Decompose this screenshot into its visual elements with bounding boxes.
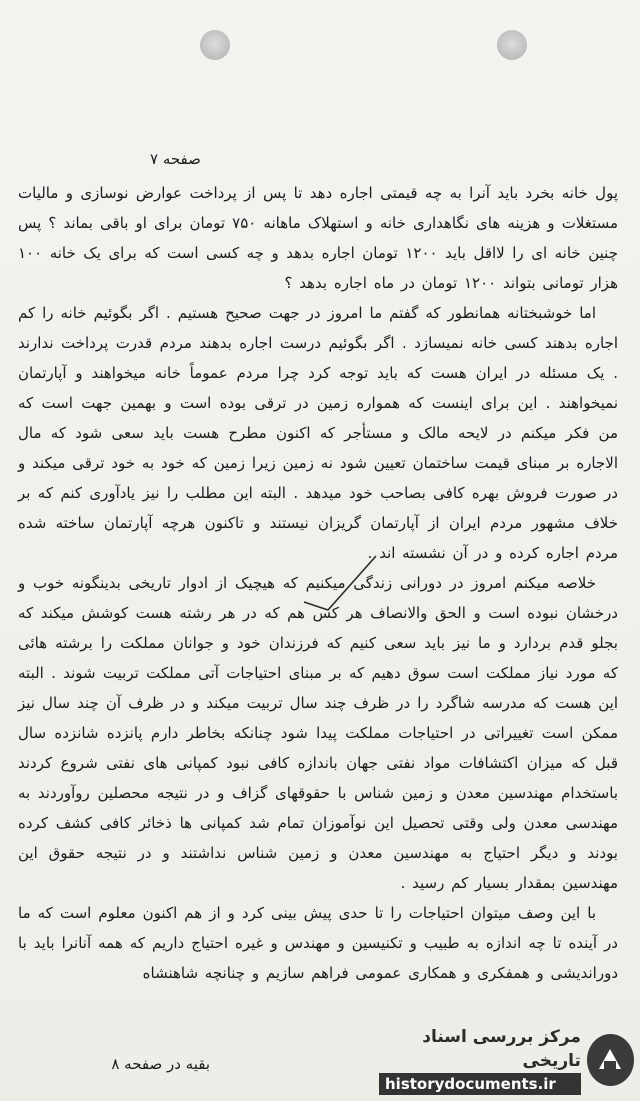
punch-hole-right: [497, 30, 527, 60]
handwritten-check-mark: [300, 552, 380, 612]
paragraph-3: خلاصه میکنم امروز در دورانی زندگی میکنیم که هیچیک از ادوار تاریخی بدینگونه خوب و درخشان نبوده است و الحق والانصاف هر کس هم که در هر رشته هست کوشش میکند که بجلو قدم بردارد و ما نیز باید سعی کنیم که فرزندان خود و جوانان مملکت را برشته هائی که مورد نیاز مملکت است سوق دهیم که بر مبنای احتیاجات آتی مملکت تربیت شوند . البته این هست که مدرسه شاگرد را در ظرف چند سال تربیت میکند و در ظرف آن چند سال نیز ممکن است تغییراتی در احتیاجات مملکت پیدا شود چنانکه بخاطر دارم پانزده شانزده سال قبل که میزان اکتشافات مواد نفتی جهان باندازه کافی نبود کمپانی های نفتی شروع کردند باستخدام مهندسین معدن و زمین شناس با حقوقهای گزاف و در نتیجه محصلین روآوردند به مهندسی معدن ولی وقتی تحصیل این نوآموزان تمام شد کمپانی ها ذخائر کافی کشف کرده بودند و دیگر احتیاج به مهندسین معدن و زمین شناس نداشتند و در نتیجه حقوق این مهندسین بمقدار بسیار کم رسید .: [18, 574, 618, 892]
logo-url: historydocuments.ir: [379, 1073, 581, 1095]
paragraph-4: با این وصف میتوان احتیاجات را تا حدی پیش بینی کرد و از هم اکنون معلوم است که ما در آینده تا چه اندازه به طبیب و تکنیسین و مهندس و غیره احتیاج داریم که همه آنانرا باید با دوراندیشی و همفکری و همکاری عمومی فراهم سازیم و چنانچه شاهنشاه: [18, 904, 618, 982]
watermark-logo: [379, 1027, 634, 1093]
continued-on-page-note: بقیه در صفحه ۸: [111, 1055, 210, 1073]
page-number-header: صفحه ۷: [150, 150, 201, 168]
archive-emblem-icon: [587, 1034, 634, 1086]
paragraph-1: پول خانه بخرد باید آنرا به چه قیمتی اجاره دهد تا پس از پرداخت عوارض نوسازی و مالیات مستغلات و هزینه های نگاهداری خانه و استهلاک ماهانه ۷۵۰ تومان برای او باقی بماند ؟ پس چنین خانه ای را لااقل باید ۱۲۰۰ تومان اجاره بدهد و چه کسی است که برای یک خانه ۱۰۰ هزار تومانی بتواند ۱۲۰۰ تومان در ماه اجاره بدهد ؟: [18, 184, 618, 292]
logo-title: مرکز بررسی اسناد تاریخی: [422, 1027, 581, 1071]
punch-hole-left: [200, 30, 230, 60]
paragraph-2: اما خوشبختانه همانطور که گفتم ما امروز در جهت صحیح هستیم . اگر بگوئیم خانه را کم اجاره بدهند کسی خانه نمیسازد . اگر بگوئیم درست اجاره بدهند مردم قدرت پرداخت ندارند . یک مسئله در ایران هست که باید توجه کرد چرا مردم عموماً خانه میخواهند و آپارتمان نمیخواهند . این برای اینست که همواره زمین در ترقی بوده است و بهمین جهت است که من فکر میکنم در لایحه مالک و مستأجر که اکنون مطرح هست باید سعی شود که مال الاجاره بر مبنای قیمت ساختمان تعیین شود نه زمین زیرا زمین که خود به خود ترقی میکند و در صورت فروش بهره کافی بصاحب خود میدهد . البته این مطلب را نیز یادآوری کنم که بر خلاف مشهور مردم ایران از آپارتمان گریزان نیستند و تاکنون هرچه آپارتمان ساخته شده مردم اجاره کرده و در آن نشسته اند .: [18, 304, 618, 562]
